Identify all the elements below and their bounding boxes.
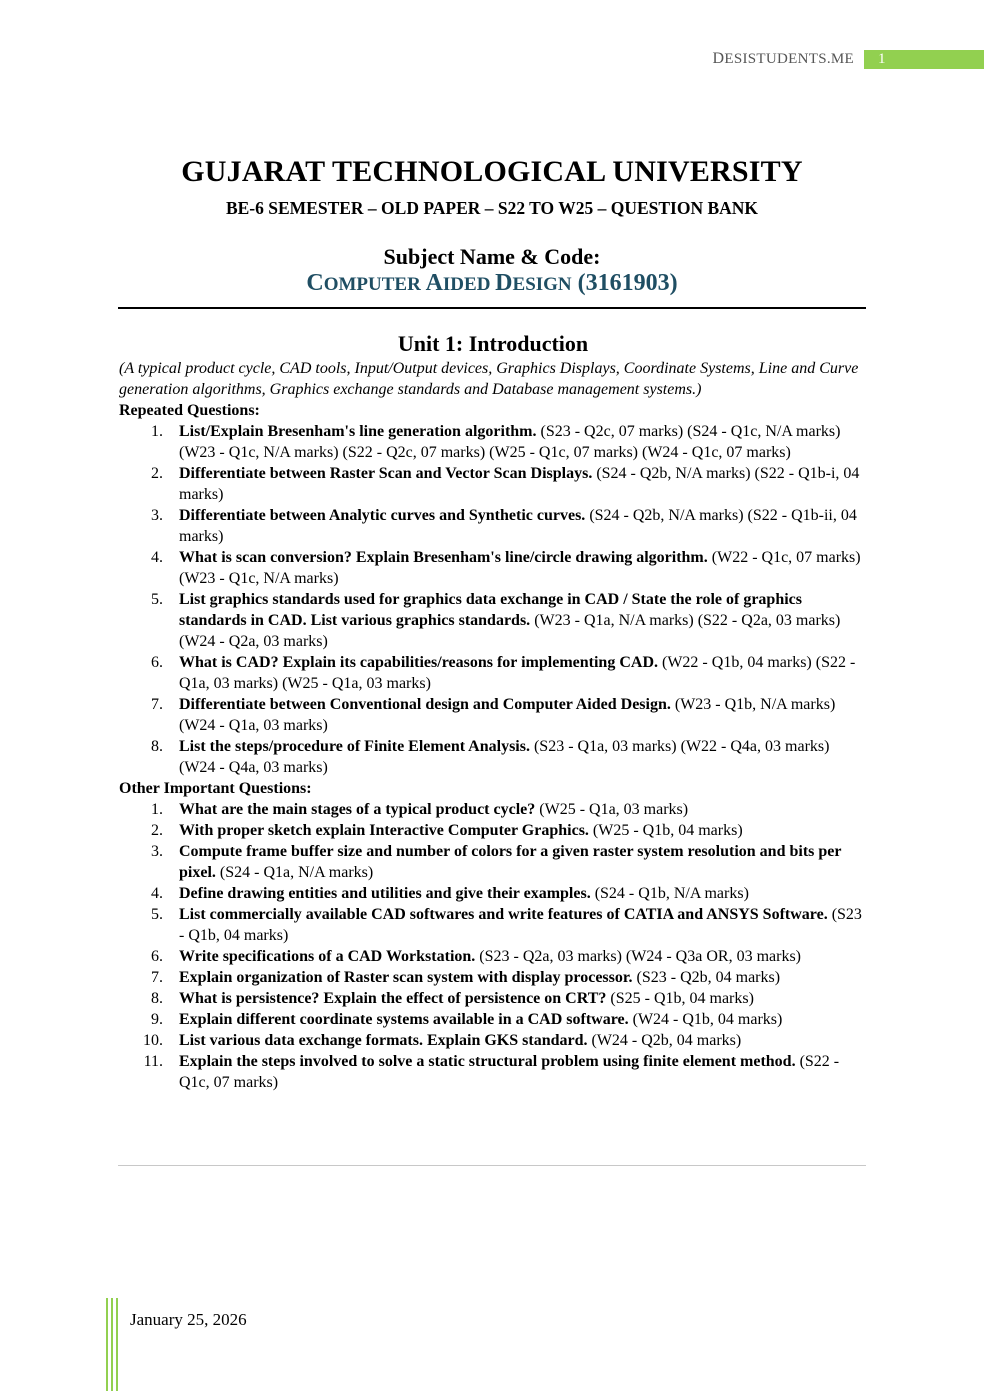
unit-description: (A typical product cycle, CAD tools, Input/Output devices, Graphics Displays, Coordinate Systems, Line and Curve generation algorithms, Graphics exchange standards and Database management systems.) (119, 360, 859, 398)
question-text: Differentiate between Raster Scan and Vector Scan Displays. (179, 465, 593, 482)
question-text: Explain the steps involved to solve a static structural problem using finite element method. (179, 1053, 796, 1070)
question-marks: (S23 - Q2a, 03 marks) (W24 - Q3a OR, 03 marks) (475, 948, 801, 965)
question-marks: (S24 - Q1b, N/A marks) (590, 885, 749, 902)
footer-bar (111, 1298, 113, 1391)
question-marks: (W22 - Q1b, 04 marks) (S22 - Q1a, 03 marks) (W25 - Q1a, 03 marks) (179, 654, 856, 692)
question-text: What are the main stages of a typical product cycle? (179, 801, 536, 818)
question-number: 7. (151, 969, 163, 986)
question-marks: (W24 - Q2b, 04 marks) (587, 1032, 742, 1049)
question-marks: (S23 - Q1b, 04 marks) (179, 906, 862, 944)
other-questions-list (119, 799, 867, 1093)
subject-w1-rest: OMPUTER (323, 274, 426, 295)
subject-label: Subject Name & Code: (383, 244, 601, 269)
question-marks: (S23 - Q2c, 07 marks) (S24 - Q1c, N/A marks) (W23 - Q1c, N/A marks) (S22 - Q2c, 07 marks) (W25 - Q1c, 07 marks) (W24 - Q1c, 07 marks) (179, 423, 841, 461)
question-marks: (W24 - Q1b, 04 marks) (628, 1011, 783, 1028)
subject-w3-initial: D (495, 270, 513, 296)
question-text: Define drawing entities and utilities and give their examples. (179, 885, 591, 902)
question-text: Differentiate between Analytic curves and Synthetic curves. (179, 507, 586, 524)
question-text: List/Explain Bresenham's line generation algorithm. (179, 423, 537, 440)
question-item (119, 652, 867, 694)
question-number: 2. (151, 465, 163, 482)
question-item (119, 736, 867, 778)
question-text: Explain organization of Raster scan system with display processor. (179, 969, 633, 986)
footer-bar (106, 1298, 108, 1391)
question-number: 3. (151, 843, 163, 860)
question-item (119, 421, 867, 463)
question-text: Explain different coordinate systems available in a CAD software. (179, 1011, 629, 1028)
question-number: 5. (151, 906, 163, 923)
question-number: 6. (151, 948, 163, 965)
question-item (119, 820, 867, 841)
question-number: 8. (151, 990, 163, 1007)
question-text: What is scan conversion? Explain Bresenham's line/circle drawing algorithm. (179, 549, 708, 566)
question-text: What is persistence? Explain the effect of persistence on CRT? (179, 990, 607, 1007)
question-number: 10. (143, 1032, 163, 1049)
question-number: 5. (151, 591, 163, 608)
question-item (119, 799, 867, 820)
unit-title: Unit 1: Introduction (397, 331, 589, 356)
repeated-questions-list (119, 421, 867, 778)
question-text: Write specifications of a CAD Workstation. (179, 948, 476, 965)
question-item (119, 988, 867, 1009)
question-number: 8. (151, 738, 163, 755)
question-marks: (S24 - Q2b, N/A marks) (S22 - Q1b-i, 04 marks) (179, 465, 860, 503)
question-marks: (S22 - Q1c, 07 marks) (179, 1053, 840, 1091)
question-marks: (W23 - Q1b, N/A marks) (W24 - Q1a, 03 marks) (179, 696, 836, 734)
title-divider (118, 307, 866, 309)
question-text: List various data exchange formats. Explain GKS standard. (179, 1032, 588, 1049)
question-content (119, 330, 867, 1093)
subject-code: (3161903) (571, 270, 678, 296)
question-item (119, 904, 867, 946)
question-text: List the steps/procedure of Finite Element Analysis. (179, 738, 530, 755)
subject-w2-rest: IDED (442, 274, 496, 295)
repeated-questions-heading: Repeated Questions: (119, 402, 260, 419)
question-marks: (W25 - Q1a, 03 marks) (535, 801, 689, 818)
question-text: List commercially available CAD softwares and write features of CATIA and ANSYS Software. (179, 906, 828, 923)
content-divider (118, 1165, 866, 1166)
question-item (119, 505, 867, 547)
question-item (119, 1051, 867, 1093)
subject-w3-rest: ESIGN (512, 274, 572, 295)
question-number: 1. (151, 801, 163, 818)
question-number: 9. (151, 1011, 163, 1028)
subject-name (0, 270, 984, 297)
question-item (119, 1030, 867, 1051)
question-number: 11. (143, 1053, 163, 1070)
question-item (119, 589, 867, 652)
footer-bar (116, 1298, 118, 1391)
question-text: With proper sketch explain Interactive Computer Graphics. (179, 822, 589, 839)
site-rest: ESISTUDENTS.ME (724, 51, 854, 67)
question-number: 2. (151, 822, 163, 839)
document-title: GUJARAT TECHNOLOGICAL UNIVERSITY (181, 155, 803, 188)
page-number: 1 (878, 51, 886, 67)
question-item (119, 946, 867, 967)
question-marks: (S25 - Q1b, 04 marks) (606, 990, 754, 1007)
subject-w2-initial: A (425, 270, 443, 296)
question-marks: (W23 - Q1a, N/A marks) (S22 - Q2a, 03 marks) (W24 - Q2a, 03 marks) (179, 612, 841, 650)
question-item (119, 967, 867, 988)
question-marks: (S24 - Q1a, N/A marks) (215, 864, 374, 881)
question-text: List graphics standards used for graphics data exchange in CAD / State the role of graphics standards in CAD. List various graphics standards. (179, 591, 802, 629)
document-subtitle: BE-6 SEMESTER – OLD PAPER – S22 TO W25 – QUESTION BANK (225, 198, 759, 218)
footer-date: January 25, 2026 (130, 1310, 247, 1329)
question-number: 6. (151, 654, 163, 671)
question-item (119, 1009, 867, 1030)
question-text: What is CAD? Explain its capabilities/reasons for implementing CAD. (179, 654, 658, 671)
question-number: 4. (151, 885, 163, 902)
other-questions-heading: Other Important Questions: (119, 780, 312, 797)
question-item (119, 883, 867, 904)
footer-accent-bars (106, 1298, 122, 1391)
question-number: 3. (151, 507, 163, 524)
question-marks: (S23 - Q1a, 03 marks) (W22 - Q4a, 03 marks) (W24 - Q4a, 03 marks) (179, 738, 830, 776)
question-marks: (S24 - Q2b, N/A marks) (S22 - Q1b-ii, 04 marks) (179, 507, 857, 545)
question-text: Differentiate between Conventional design and Computer Aided Design. (179, 696, 671, 713)
question-number: 4. (151, 549, 163, 566)
question-item (119, 463, 867, 505)
question-marks: (S23 - Q2b, 04 marks) (632, 969, 781, 986)
question-item (119, 841, 867, 883)
question-item (119, 547, 867, 589)
header-site-name (630, 50, 854, 68)
question-number: 1. (151, 423, 163, 440)
question-marks: (W25 - Q1b, 04 marks) (588, 822, 743, 839)
subject-w1-initial: C (306, 270, 324, 296)
question-item (119, 694, 867, 736)
question-text: Compute frame buffer size and number of colors for a given raster system resolution and bits per pixel. (179, 843, 842, 881)
question-marks: (W22 - Q1c, 07 marks) (W23 - Q1c, N/A marks) (179, 549, 861, 587)
page-number-badge (864, 50, 984, 69)
question-number: 7. (151, 696, 163, 713)
site-initial: D (712, 50, 725, 67)
